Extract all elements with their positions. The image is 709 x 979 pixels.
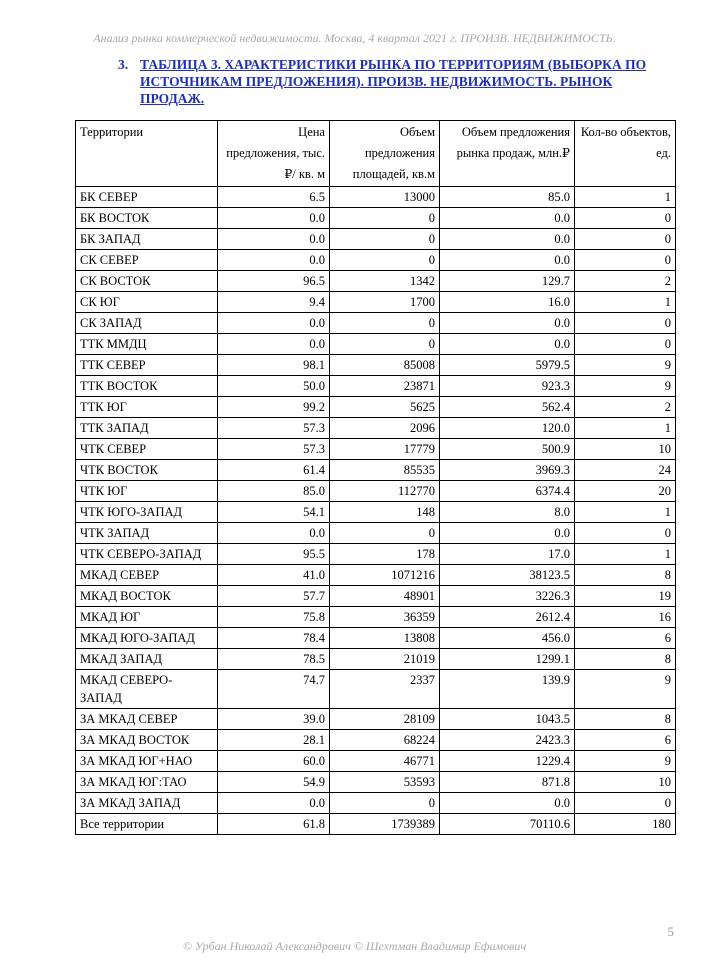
table-row xyxy=(76,460,676,481)
territory-cell: Все территории xyxy=(76,814,218,835)
value-cell: 8 xyxy=(575,649,676,670)
column-header: Объем предложения площадей, кв.м xyxy=(330,121,440,187)
value-cell: 78.4 xyxy=(218,628,330,649)
value-cell: 54.9 xyxy=(218,772,330,793)
table-row xyxy=(76,772,676,793)
table-row xyxy=(76,334,676,355)
value-cell: 10 xyxy=(575,772,676,793)
value-cell: 178 xyxy=(330,544,440,565)
page-footer: © Урбан Николай Александрович © Шехтман Владимир Ефимович xyxy=(182,939,527,953)
value-cell: 871.8 xyxy=(440,772,575,793)
value-cell: 85008 xyxy=(330,355,440,376)
table-row xyxy=(76,586,676,607)
table-row xyxy=(76,730,676,751)
section-number: 3. xyxy=(118,57,129,72)
value-cell: 0.0 xyxy=(440,334,575,355)
value-cell: 9 xyxy=(575,670,676,709)
table-row xyxy=(76,607,676,628)
value-cell: 562.4 xyxy=(440,397,575,418)
section-title xyxy=(118,56,678,107)
value-cell: 46771 xyxy=(330,751,440,772)
value-cell: 3226.3 xyxy=(440,586,575,607)
value-cell: 48901 xyxy=(330,586,440,607)
value-cell: 1 xyxy=(575,292,676,313)
value-cell: 74.7 xyxy=(218,670,330,709)
value-cell: 10 xyxy=(575,439,676,460)
table-row xyxy=(76,355,676,376)
value-cell: 0.0 xyxy=(218,523,330,544)
table-row xyxy=(76,292,676,313)
territory-cell: СК ЗАПАД xyxy=(76,313,218,334)
value-cell: 9 xyxy=(575,751,676,772)
territory-cell: ТТК СЕВЕР xyxy=(76,355,218,376)
table-row xyxy=(76,397,676,418)
territory-cell: ЧТК СЕВЕРО-ЗАПАД xyxy=(76,544,218,565)
value-cell: 0 xyxy=(330,250,440,271)
value-cell: 95.5 xyxy=(218,544,330,565)
territory-cell: ЧТК ЮГО-ЗАПАД xyxy=(76,502,218,523)
column-header: Цена предложения, тыс.₽/ кв. м xyxy=(218,121,330,187)
table-row xyxy=(76,250,676,271)
territory-cell: МКАД ЗАПАД xyxy=(76,649,218,670)
table-row xyxy=(76,649,676,670)
value-cell: 923.3 xyxy=(440,376,575,397)
column-header: Объем предложения рынка продаж, млн.₽ xyxy=(440,121,575,187)
value-cell: 1342 xyxy=(330,271,440,292)
table-header-row xyxy=(76,121,676,187)
territory-cell: ЗА МКАД ЮГ+НАО xyxy=(76,751,218,772)
value-cell: 6 xyxy=(575,730,676,751)
value-cell: 24 xyxy=(575,460,676,481)
value-cell: 0 xyxy=(575,523,676,544)
value-cell: 61.4 xyxy=(218,460,330,481)
table-row xyxy=(76,313,676,334)
table-row xyxy=(76,544,676,565)
value-cell: 8 xyxy=(575,709,676,730)
value-cell: 8.0 xyxy=(440,502,575,523)
value-cell: 0 xyxy=(330,523,440,544)
value-cell: 96.5 xyxy=(218,271,330,292)
table-row xyxy=(76,751,676,772)
value-cell: 0 xyxy=(575,793,676,814)
table-row xyxy=(76,565,676,586)
value-cell: 0 xyxy=(330,793,440,814)
territory-cell: ЧТК ВОСТОК xyxy=(76,460,218,481)
value-cell: 53593 xyxy=(330,772,440,793)
territory-cell: БК ВОСТОК xyxy=(76,208,218,229)
value-cell: 0 xyxy=(330,334,440,355)
value-cell: 0.0 xyxy=(440,250,575,271)
value-cell: 13808 xyxy=(330,628,440,649)
value-cell: 2096 xyxy=(330,418,440,439)
value-cell: 139.9 xyxy=(440,670,575,709)
territory-cell: СК ЮГ xyxy=(76,292,218,313)
value-cell: 28.1 xyxy=(218,730,330,751)
value-cell: 0.0 xyxy=(440,229,575,250)
value-cell: 500.9 xyxy=(440,439,575,460)
value-cell: 85.0 xyxy=(218,481,330,502)
territory-cell: ЧТК ЮГ xyxy=(76,481,218,502)
value-cell: 70110.6 xyxy=(440,814,575,835)
value-cell: 1 xyxy=(575,187,676,208)
territory-cell: ТТК ЗАПАД xyxy=(76,418,218,439)
territory-cell: МКАД ЮГ xyxy=(76,607,218,628)
value-cell: 1 xyxy=(575,544,676,565)
value-cell: 54.1 xyxy=(218,502,330,523)
value-cell: 21019 xyxy=(330,649,440,670)
value-cell: 99.2 xyxy=(218,397,330,418)
table-row xyxy=(76,670,676,709)
value-cell: 8 xyxy=(575,565,676,586)
value-cell: 17.0 xyxy=(440,544,575,565)
value-cell: 1 xyxy=(575,502,676,523)
territory-cell: БК СЕВЕР xyxy=(76,187,218,208)
column-header: Кол-во объектов, ед. xyxy=(575,121,676,187)
table-row xyxy=(76,793,676,814)
territory-cell: ТТК ММДЦ xyxy=(76,334,218,355)
value-cell: 9 xyxy=(575,355,676,376)
territory-cell: ТТК ЮГ xyxy=(76,397,218,418)
table-row xyxy=(76,709,676,730)
value-cell: 148 xyxy=(330,502,440,523)
table-row xyxy=(76,208,676,229)
value-cell: 1071216 xyxy=(330,565,440,586)
value-cell: 2337 xyxy=(330,670,440,709)
value-cell: 16 xyxy=(575,607,676,628)
territory-cell: СК СЕВЕР xyxy=(76,250,218,271)
value-cell: 3969.3 xyxy=(440,460,575,481)
value-cell: 36359 xyxy=(330,607,440,628)
table-row xyxy=(76,523,676,544)
table-row xyxy=(76,376,676,397)
value-cell: 2423.3 xyxy=(440,730,575,751)
value-cell: 0.0 xyxy=(440,208,575,229)
table-body xyxy=(76,187,676,835)
value-cell: 85.0 xyxy=(440,187,575,208)
market-table xyxy=(75,120,676,835)
territory-cell: МКАД СЕВЕР xyxy=(76,565,218,586)
value-cell: 1043.5 xyxy=(440,709,575,730)
table-row xyxy=(76,628,676,649)
value-cell: 57.3 xyxy=(218,418,330,439)
value-cell: 1 xyxy=(575,418,676,439)
value-cell: 41.0 xyxy=(218,565,330,586)
value-cell: 0.0 xyxy=(218,334,330,355)
value-cell: 6374.4 xyxy=(440,481,575,502)
value-cell: 6 xyxy=(575,628,676,649)
value-cell: 112770 xyxy=(330,481,440,502)
value-cell: 0 xyxy=(575,229,676,250)
value-cell: 85535 xyxy=(330,460,440,481)
value-cell: 0.0 xyxy=(218,208,330,229)
value-cell: 1299.1 xyxy=(440,649,575,670)
value-cell: 0 xyxy=(330,313,440,334)
value-cell: 6.5 xyxy=(218,187,330,208)
page-header: Анализ рынка коммерческой недвижимости. Москва, 4 квартал 2021 г. ПРОИЗВ. НЕДВИЖИМОСТЬ. xyxy=(93,31,616,45)
table-row xyxy=(76,814,676,835)
value-cell: 2 xyxy=(575,397,676,418)
value-cell: 9 xyxy=(575,376,676,397)
value-cell: 19 xyxy=(575,586,676,607)
value-cell: 0.0 xyxy=(218,313,330,334)
value-cell: 0.0 xyxy=(440,523,575,544)
value-cell: 0.0 xyxy=(218,250,330,271)
value-cell: 9.4 xyxy=(218,292,330,313)
value-cell: 0 xyxy=(575,208,676,229)
value-cell: 50.0 xyxy=(218,376,330,397)
value-cell: 129.7 xyxy=(440,271,575,292)
value-cell: 75.8 xyxy=(218,607,330,628)
value-cell: 0.0 xyxy=(440,313,575,334)
value-cell: 38123.5 xyxy=(440,565,575,586)
value-cell: 5625 xyxy=(330,397,440,418)
column-header: Территории xyxy=(76,121,218,187)
value-cell: 120.0 xyxy=(440,418,575,439)
table-row xyxy=(76,271,676,292)
territory-cell: ЧТК ЗАПАД xyxy=(76,523,218,544)
value-cell: 23871 xyxy=(330,376,440,397)
value-cell: 61.8 xyxy=(218,814,330,835)
value-cell: 57.3 xyxy=(218,439,330,460)
page-number: 5 xyxy=(667,924,674,939)
table-row xyxy=(76,439,676,460)
value-cell: 1739389 xyxy=(330,814,440,835)
value-cell: 180 xyxy=(575,814,676,835)
territory-cell: БК ЗАПАД xyxy=(76,229,218,250)
table-row xyxy=(76,229,676,250)
value-cell: 2612.4 xyxy=(440,607,575,628)
value-cell: 0 xyxy=(330,229,440,250)
territory-cell: МКАД СЕВЕРО-ЗАПАД xyxy=(76,670,218,709)
value-cell: 0 xyxy=(575,313,676,334)
table-row xyxy=(76,481,676,502)
value-cell: 17779 xyxy=(330,439,440,460)
territory-cell: МКАД ЮГО-ЗАПАД xyxy=(76,628,218,649)
value-cell: 5979.5 xyxy=(440,355,575,376)
territory-cell: ТТК ВОСТОК xyxy=(76,376,218,397)
value-cell: 0 xyxy=(330,208,440,229)
value-cell: 13000 xyxy=(330,187,440,208)
value-cell: 2 xyxy=(575,271,676,292)
value-cell: 20 xyxy=(575,481,676,502)
territory-cell: СК ВОСТОК xyxy=(76,271,218,292)
value-cell: 98.1 xyxy=(218,355,330,376)
territory-cell: ЧТК СЕВЕР xyxy=(76,439,218,460)
value-cell: 456.0 xyxy=(440,628,575,649)
value-cell: 0 xyxy=(575,250,676,271)
value-cell: 0.0 xyxy=(218,229,330,250)
value-cell: 57.7 xyxy=(218,586,330,607)
territory-cell: ЗА МКАД СЕВЕР xyxy=(76,709,218,730)
value-cell: 60.0 xyxy=(218,751,330,772)
value-cell: 78.5 xyxy=(218,649,330,670)
section-title-text: ТАБЛИЦА 3. ХАРАКТЕРИСТИКИ РЫНКА ПО ТЕРРИТОРИЯМ (ВЫБОРКА ПО ИСТОЧНИКАМ ПРЕДЛОЖЕНИЯ). ПРОИЗВ. НЕДВИЖИМОСТЬ. РЫНОК ПРОДАЖ. xyxy=(140,57,647,106)
table-row xyxy=(76,502,676,523)
value-cell: 0 xyxy=(575,334,676,355)
value-cell: 28109 xyxy=(330,709,440,730)
value-cell: 0.0 xyxy=(218,793,330,814)
value-cell: 16.0 xyxy=(440,292,575,313)
territory-cell: ЗА МКАД ЮГ:ТАО xyxy=(76,772,218,793)
table-row xyxy=(76,418,676,439)
table-row xyxy=(76,187,676,208)
value-cell: 1229.4 xyxy=(440,751,575,772)
value-cell: 0.0 xyxy=(440,793,575,814)
value-cell: 68224 xyxy=(330,730,440,751)
territory-cell: ЗА МКАД ВОСТОК xyxy=(76,730,218,751)
territory-cell: ЗА МКАД ЗАПАД xyxy=(76,793,218,814)
value-cell: 39.0 xyxy=(218,709,330,730)
value-cell: 1700 xyxy=(330,292,440,313)
territory-cell: МКАД ВОСТОК xyxy=(76,586,218,607)
